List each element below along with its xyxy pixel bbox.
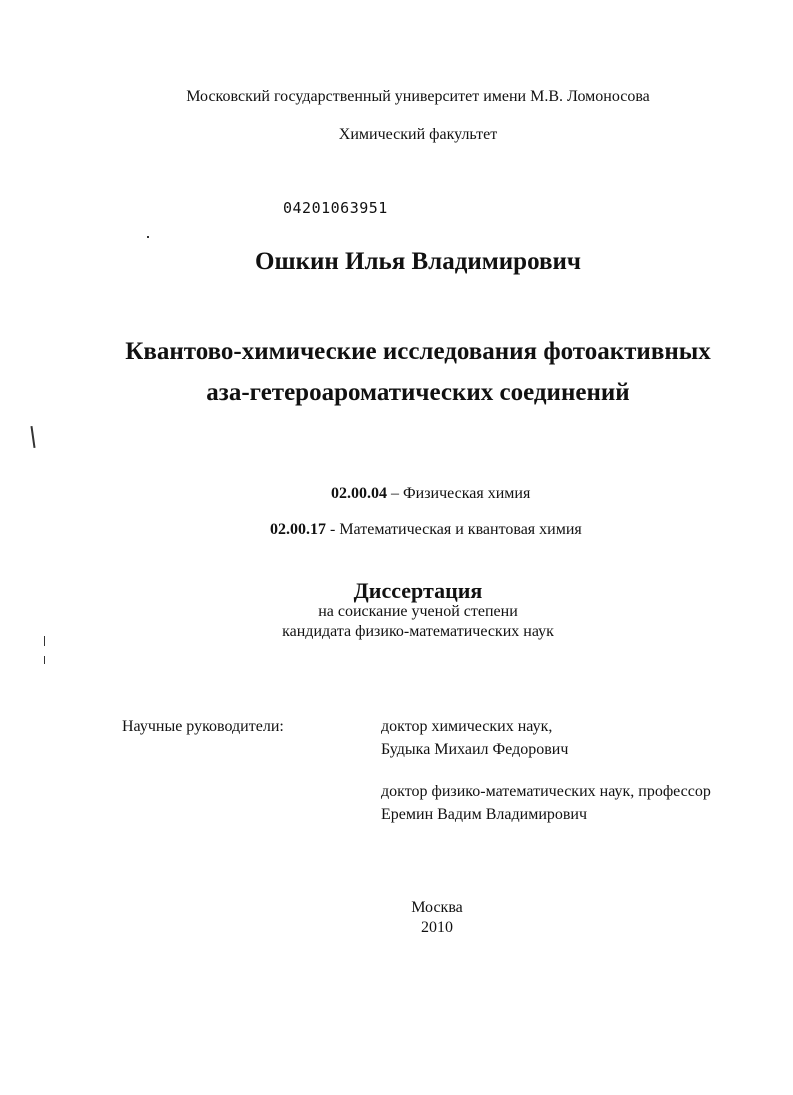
university-name: Московский государственный университет имени М.В. Ломоносова <box>186 88 650 105</box>
separator: - <box>326 521 340 538</box>
faculty-name: Химический факультет <box>338 126 498 143</box>
specialty-code: 02.00.17 <box>270 521 326 538</box>
supervisor-1-name: Будыка Михаил Федорович <box>381 741 569 758</box>
specialty-2 <box>270 522 582 538</box>
degree-line2: кандидата физико-математических наук <box>282 623 554 640</box>
supervisors-label: Научные руководители: <box>122 718 284 735</box>
scan-mark <box>44 656 45 664</box>
supervisor-2-name: Еремин Вадим Владимирович <box>381 806 588 823</box>
author-name: Ошкин Илья Владимирович <box>255 248 581 275</box>
scan-mark <box>30 426 35 448</box>
specialty-code: 02.00.04 <box>331 485 387 502</box>
catalog-number: 04201063951 <box>283 199 388 217</box>
supervisor-1-title: доктор химических наук, <box>381 718 553 735</box>
thesis-title-line2: аза-гетероароматических соединений <box>206 379 630 406</box>
specialty-name: Физическая химия <box>403 485 531 502</box>
thesis-title-line1: Квантово-химические исследования фотоактивных <box>125 338 711 365</box>
scan-speck <box>147 236 149 238</box>
specialty-name: Математическая и квантовая химия <box>339 521 582 538</box>
specialty-1 <box>331 486 530 502</box>
supervisor-2-title: доктор физико-математических наук, профессор <box>381 783 711 800</box>
degree-line1: на соискание ученой степени <box>318 603 518 620</box>
separator: – <box>387 485 403 502</box>
year: 2010 <box>421 919 453 936</box>
document-type: Диссертация <box>353 578 483 603</box>
city: Москва <box>411 899 463 916</box>
